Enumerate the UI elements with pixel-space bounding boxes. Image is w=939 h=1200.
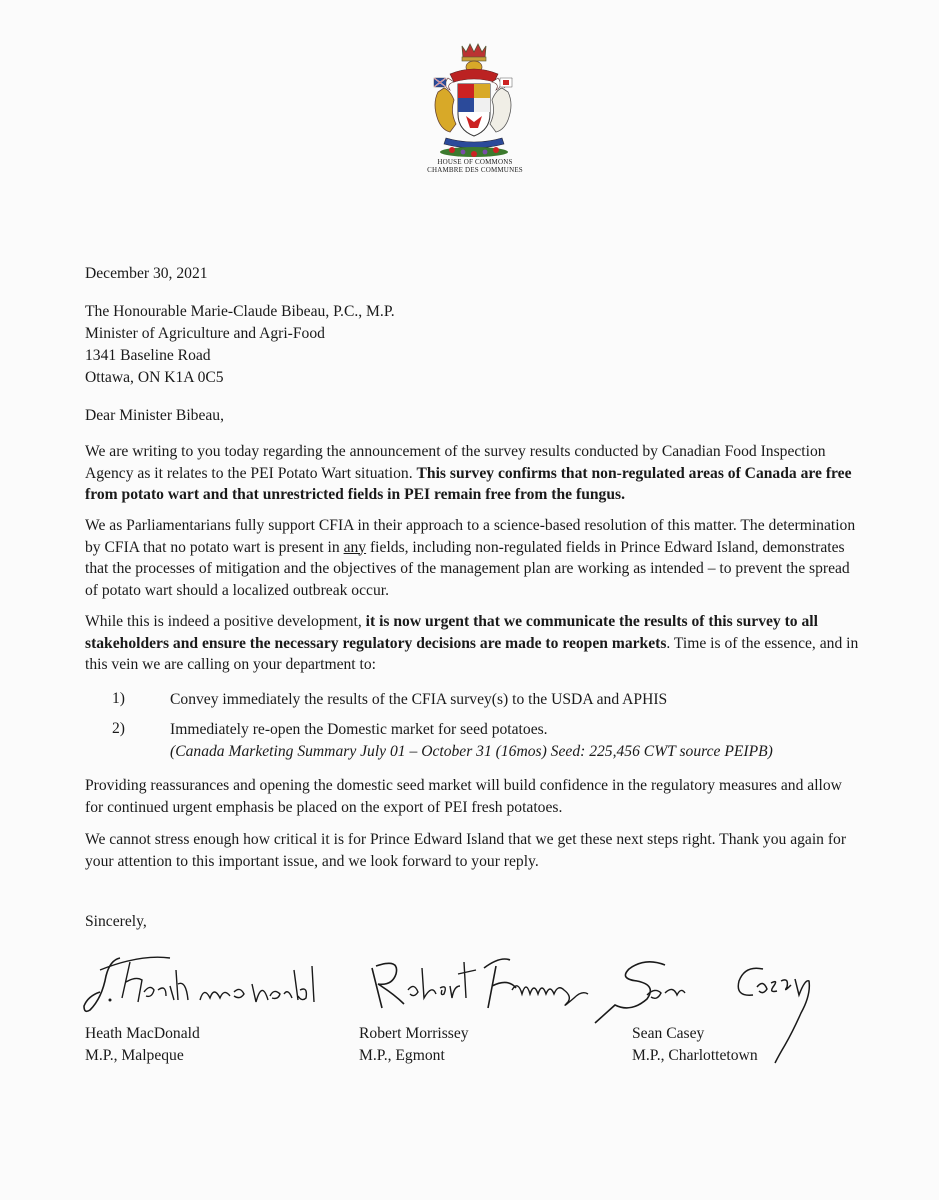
org-name-fr: CHAMBRE DES COMMUNES (427, 166, 523, 174)
signatory-title: M.P., Charlottetown (632, 1047, 758, 1064)
recipient-line-1: The Honourable Marie-Claude Bibeau, P.C., M.P. (85, 303, 395, 320)
signatory-name: Robert Morrissey (359, 1025, 469, 1042)
list-item-text: Immediately re-open the Domestic market for seed potatoes. (170, 721, 548, 738)
list-item-text: Convey immediately the results of the CFIA survey(s) to the USDA and APHIS (170, 691, 668, 708)
letterhead-org-name (380, 158, 570, 174)
list-item-note (170, 741, 773, 763)
org-name-en: HOUSE OF COMMONS (437, 158, 513, 166)
p1-bold-text: This survey confirms that non-regulated areas of Canada are free from potato wart and that unrestricted fields in PEI remain free from the fungus. (85, 464, 852, 503)
coat-of-arms-icon (428, 42, 518, 160)
p3-text-after: . Time is of the essence, and in this vein we are calling on your department to: (85, 634, 859, 673)
paragraph-5: We cannot stress enough how critical it is for Prince Edward Island that we get these next steps right. Thank you again for your attention to this important issue, and we look forward to your reply. (85, 831, 847, 870)
closing: Sincerely, (85, 913, 147, 930)
signatory-title: M.P., Malpeque (85, 1047, 184, 1064)
recipient-line-2: Minister of Agriculture and Agri-Food (85, 325, 325, 342)
signature-heath-macdonald (80, 940, 330, 1025)
recipient-line-3: 1341 Baseline Road (85, 347, 211, 364)
paragraph-2 (85, 515, 860, 601)
p2-text-after: fields, including non-regulated fields in Prince Edward Island, demonstrates that the processes of mitigation and the objectives of the management plan are working as intended – to prevent the spread of potato wart should a localized outbreak occur. (85, 538, 850, 599)
p3-text-before: While this is indeed a positive development, (85, 613, 366, 630)
paragraph-1 (85, 441, 860, 506)
p2-text-before: We as Parliamentarians fully support CFIA in their approach to a science-based resolution of this matter. The determination by CFIA that no potato wart is present in (85, 517, 856, 556)
letter-date: December 30, 2021 (85, 265, 208, 282)
list-item-number: 1) (112, 690, 125, 707)
signature-robert-morrissey (360, 938, 600, 1023)
p1-text: We are writing to you today regarding the announcement of the survey results conducted by Canadian Food Inspection Agency as it relates to the PEI Potato Wart situation. (85, 443, 826, 482)
salutation: Dear Minister Bibeau, (85, 407, 225, 424)
recipient-line-4: Ottawa, ON K1A 0C5 (85, 369, 224, 386)
signatory-title: M.P., Egmont (359, 1047, 445, 1064)
p2-underlined-word: any (343, 538, 367, 556)
signatory-name: Heath MacDonald (85, 1025, 200, 1042)
paragraph-4: Providing reassurances and opening the domestic seed market will build confidence in the regulatory measures and allow for continued urgent emphasis be placed on the export of PEI fresh potatoes. (85, 777, 842, 816)
list-item-note-text: (Canada Marketing Summary July 01 – October 31 (16mos) Seed: 225,456 CWT source PEIPB) (170, 743, 773, 760)
signatory-name: Sean Casey (632, 1025, 705, 1042)
p3-bold-text: it is now urgent that we communicate the results of this survey to all stakeholders and ensure the necessary regulatory decisions are made to reopen markets (85, 613, 818, 652)
paragraph-3 (85, 611, 860, 676)
list-item-number: 2) (112, 720, 125, 737)
